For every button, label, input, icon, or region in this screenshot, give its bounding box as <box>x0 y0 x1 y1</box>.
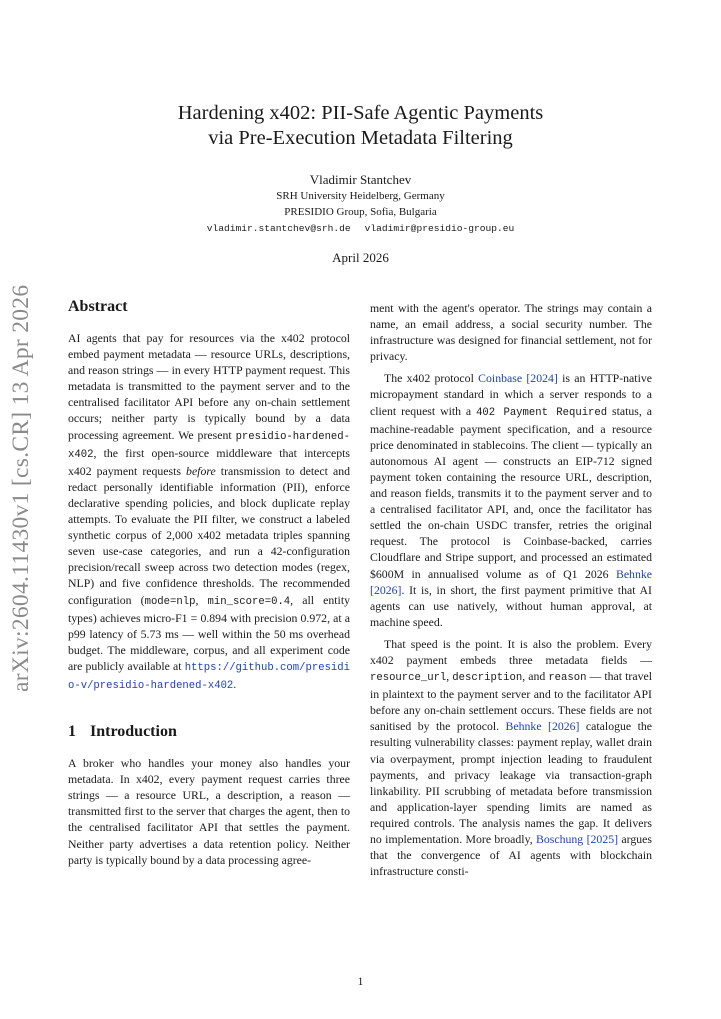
title-line-1: Hardening x402: PII-Safe Agentic Payments <box>177 102 544 124</box>
citation-boschung[interactable]: Boschung [2025] <box>536 832 619 846</box>
package-name: presidio-hardened-x402 <box>68 430 350 461</box>
introduction-paragraph-1: A broker who handles your money also handles your metadata. In x402, every payment request carries three strings — a resource URL, a description, a reason — transmitted first to the server that charges the agent, then to the centralised facilitator API that settles the payment. Neither party advertises a data retention policy. Neither party is typically bound by a data processing agree- <box>68 756 350 867</box>
page-number: 1 <box>357 976 364 988</box>
introduction-heading: 1 Introduction <box>68 723 177 741</box>
introduction-paragraph-2: The x402 protocol Coinbase [2024] is an HTTP-native micropayment standard in which a server responds to a client request with a 402 Payment Required status, a machine-readable payment specification, and a resource price denominated in stablecoins. The client — typically an autonomous AI agent — constructs an EIP-712 signed payment token containing the resource URL, description, and reason fields, transmits it to the payment server and to a centralised facilitator API, and, once the facilitator has settled the on-chain USDC transfer, retries the original request. The protocol is Coinbase-backed, carries Cloudflare and Stripe support, and processed an estimated $600M in annualised volume as of Q1 2026 Behnke [2026]. It is, in short, the first payment primitive that AI agents can use natively, without human approval, at machine speed. <box>370 371 652 629</box>
abstract-heading: Abstract <box>68 298 128 315</box>
title-line-2: via Pre-Execution Metadata Filtering <box>208 127 513 149</box>
repository-link[interactable]: https://github.com/presidio-v/presidio-hardened-x402 <box>68 661 350 692</box>
introduction-paragraph-1-cont: ment with the agent's operator. The strings may contain a name, an email address, a social security number. The infrastructure was designed for financial settlement, not for privacy. <box>370 301 652 364</box>
paper-header <box>0 101 721 266</box>
arxiv-identifier-stamp: arXiv:2604.11430v1 [cs.CR] 13 Apr 2026 <box>8 284 34 692</box>
left-column <box>68 297 350 868</box>
affiliation-2: PRESIDIO Group, Sofia, Bulgaria <box>284 206 437 218</box>
paper-title <box>0 101 721 151</box>
email-2: vladimir@presidio-group.eu <box>364 223 515 234</box>
email-1: vladimir.stantchev@srh.de <box>206 223 351 234</box>
affiliation-1: SRH University Heidelberg, Germany <box>276 190 445 202</box>
author-emails <box>0 221 721 237</box>
author-name: Vladimir Stantchev <box>309 172 412 187</box>
introduction-paragraph-3: That speed is the point. It is also the problem. Every x402 payment embeds three metadata fields — resource_url, description, and reason — that travel in plaintext to the payment server and to the facilitator API before any on-chain settlement occurs. These fields are not sanitised by the protocol. Behnke [2026] catalogue the resulting vulnerability classes: payment replay, wallet drain via overpayment, prompt injection leading to fraudulent payments, and privacy leakage via transaction-graph linkability. PII scrubbing of metadata before transmission and application-layer spending limits are named as required controls. The analysis names the gap. It delivers no implementation. More broadly, Boschung [2025] argues that the convergence of AI agents with blockchain infrastructure consti- <box>370 636 652 879</box>
paper-date: April 2026 <box>332 250 389 265</box>
right-column <box>370 300 652 879</box>
citation-behnke[interactable]: Behnke [2026] <box>370 566 652 597</box>
citation-coinbase[interactable]: Coinbase [2024] <box>478 371 558 386</box>
abstract-text: AI agents that pay for resources via the x402 protocol embed payment metadata — resource URLs, descriptions, and reason strings — in every HTTP payment request. This metadata is transmitted to the payment server and to the centralised facilitator API before any on-chain settlement occurs; neither party is typically bound by a data processing agreement. We present presidio-hardened-x402, the first open-source middleware that intercepts x402 payment requests before transmission to detect and redact personally identifiable information (PII), enforce declarative spending policies, and block duplicate replay attempts. To evaluate the PII filter, we construct a labeled synthetic corpus of 2,000 x402 metadata triples spanning seven use-case categories, and run a 42-configuration precision/recall sweep across two detection modes (regex, NLP) and five confidence thresholds. The recommended configuration (mode=nlp, min_score=0.4, all entity types) achieves micro-F1 = 0.894 with precision 0.972, at a p99 latency of 5.73 ms — well within the 50 ms overhead budget. The middleware, corpus, and all experiment code are publicly available at https://github.com/presidio-v/presidio-hardened-x402. <box>68 331 350 692</box>
citation-behnke-2[interactable]: Behnke [2026] <box>505 719 580 734</box>
